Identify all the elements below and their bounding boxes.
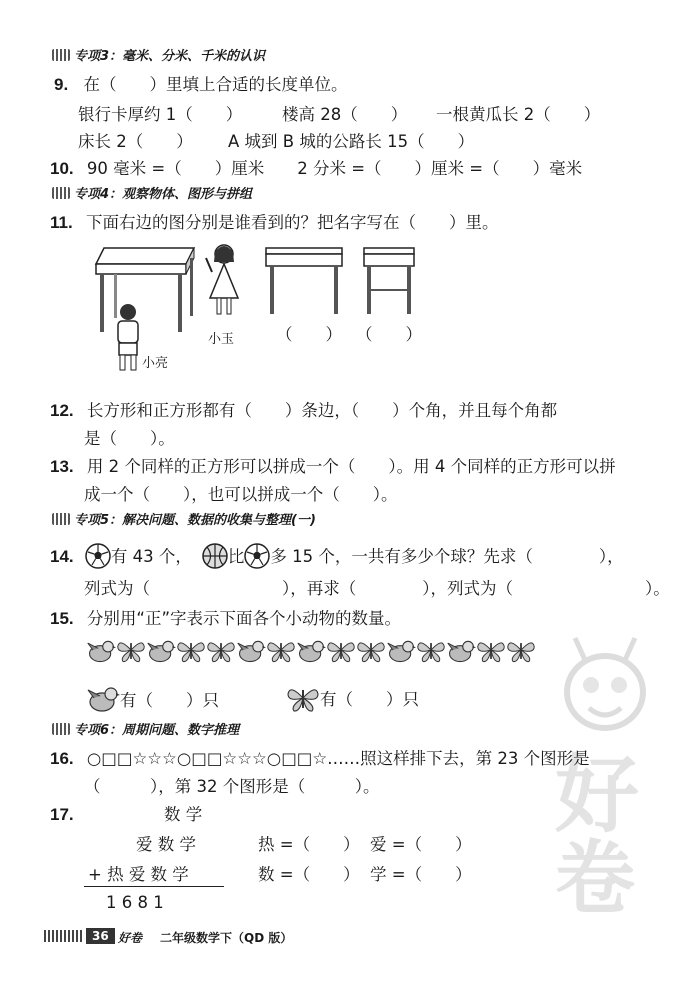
section-header-5 — [52, 512, 316, 530]
basketball-icon — [202, 543, 228, 569]
q13-line-2: 成一个（ ），也可以拼成一个（ ）。 — [84, 485, 398, 504]
question-text: 90 毫米 =（ ）厘米 2 分米 =（ ）厘米 =（ ）毫米 — [86, 159, 583, 178]
bird-icon — [446, 636, 476, 666]
question-number: 17. — [50, 805, 74, 824]
butterfly-icon — [326, 636, 356, 666]
q9-item-1: 银行卡厚约 1（ ） — [78, 105, 243, 124]
question-line-1: ○□□☆☆☆○□□☆☆☆○□□☆……照这样排下去，第 23 个图形是 — [86, 749, 590, 768]
butterfly-icon — [416, 636, 446, 666]
q14-line-2: 列式为（ ），再求（ ），列式为（ ）。 — [84, 579, 670, 598]
q11-figure — [84, 240, 524, 370]
section-header-4 — [52, 186, 252, 204]
puzzle-result: 1 6 8 1 — [106, 893, 164, 912]
section-header-3 — [52, 48, 265, 66]
question-number: 14. — [50, 547, 74, 566]
question-number: 10. — [50, 159, 74, 178]
answer-re: 热 =（ ） — [258, 835, 360, 854]
butterfly-icon — [206, 636, 236, 666]
butterfly-icon — [476, 636, 506, 666]
bird-count-text: 有（ ）只 — [120, 691, 219, 710]
butterfly-icon — [176, 636, 206, 666]
desk-side-icon — [362, 246, 416, 316]
question-number: 12. — [50, 401, 74, 420]
question-stem: 分别用“正”字表示下面各个小动物的数量。 — [86, 609, 401, 628]
footer — [44, 926, 304, 948]
butterfly-count-text: 有（ ）只 — [320, 690, 419, 709]
watermark-char-1: 好 — [555, 745, 640, 844]
q12-line-2: 是（ ）。 — [84, 429, 175, 448]
watermark-char-2: 卷 — [555, 831, 635, 925]
blank-2: （ ） — [356, 325, 422, 344]
question-9 — [54, 74, 347, 96]
answer-ai: 爱 =（ ） — [370, 835, 472, 854]
name-girl: 小玉 — [208, 332, 235, 347]
section-icon — [52, 49, 70, 61]
q14-part-2: 比 — [227, 547, 245, 566]
question-line-1: 长方形和正方形都有（ ）条边，（ ）个角，并且每个角都 — [86, 401, 558, 420]
girl-icon — [204, 240, 244, 320]
question-15 — [50, 608, 401, 630]
q9-item-2: 楼高 28（ ） — [282, 105, 408, 124]
section-title: 专项5：解决问题、数据的收集与整理(一) — [74, 513, 316, 528]
section-header-6 — [52, 722, 239, 740]
butterfly-icon — [356, 636, 386, 666]
section-title: 专项6：周期问题、数字推理 — [74, 723, 240, 738]
question-number: 16. — [50, 749, 74, 768]
question-16 — [50, 748, 590, 770]
bird-icon — [86, 636, 116, 666]
section-title: 专项4：观察物体、图形与拼组 — [74, 187, 253, 202]
bird-icon — [86, 684, 120, 714]
question-12 — [50, 400, 557, 422]
question-stem: 下面右边的图分别是谁看到的？把名字写在（ ）里。 — [85, 213, 499, 232]
question-number: 15. — [50, 609, 74, 628]
question-number: 11. — [50, 213, 73, 232]
puzzle-row-1: 数 学 — [164, 805, 203, 824]
question-number: 9. — [54, 75, 69, 94]
bird-icon — [236, 636, 266, 666]
q14-part-3: 多 15 个，一共有多少个球？先求（ ）， — [270, 547, 624, 566]
section-title: 专项3：毫米、分米、千米的认识 — [74, 49, 266, 64]
question-17 — [50, 804, 74, 826]
bird-icon — [146, 636, 176, 666]
q9-item-4: 床长 2（ ） — [78, 132, 193, 151]
question-line-1: 用 2 个同样的正方形可以拼成一个（ ）。用 4 个同样的正方形可以拼 — [86, 457, 616, 476]
q15-answer-bird — [86, 684, 219, 714]
q15-answer-butterfly — [286, 684, 419, 712]
soccer-ball-icon — [244, 543, 270, 569]
question-13 — [50, 456, 616, 478]
butterfly-icon — [286, 684, 320, 712]
butterfly-icon — [116, 636, 146, 666]
puzzle-row-3: + 热 爱 数 学 — [88, 865, 189, 884]
animal-sequence — [86, 636, 546, 670]
q9-item-5: A 城到 B 城的公路长 15（ ） — [228, 132, 475, 151]
bird-icon — [386, 636, 416, 666]
q9-item-3: 一根黄瓜长 2（ ） — [436, 105, 601, 124]
footer-stripes — [44, 930, 82, 942]
section-icon — [52, 187, 70, 199]
bird-icon — [296, 636, 326, 666]
blank-1: （ ） — [276, 325, 342, 344]
mascot-icon — [545, 630, 665, 760]
question-11 — [50, 212, 498, 234]
footer-book-title: 二年级数学下（QD 版） — [160, 931, 293, 945]
answer-shu: 数 =（ ） — [258, 865, 360, 884]
question-stem: 在（ ）里填上合适的长度单位。 — [83, 75, 348, 94]
name-boy: 小亮 — [142, 356, 169, 371]
question-14 — [50, 543, 624, 569]
soccer-ball-icon — [85, 543, 111, 569]
page-number: 36 — [86, 928, 115, 944]
watermark — [540, 630, 670, 930]
desk-front-icon — [264, 246, 344, 316]
question-number: 13. — [50, 457, 74, 476]
q14-part-1: 有 43 个， — [110, 547, 192, 566]
question-10 — [50, 158, 582, 180]
section-icon — [52, 513, 70, 525]
footer-brand: 好卷 — [118, 931, 143, 945]
puzzle-row-2: 爱 数 学 — [136, 835, 196, 854]
section-icon — [52, 723, 70, 735]
q16-line-2: （ ），第 32 个图形是（ ）。 — [84, 777, 380, 796]
butterfly-icon — [506, 636, 536, 666]
butterfly-icon — [266, 636, 296, 666]
sum-line — [84, 886, 224, 887]
answer-xue: 学 =（ ） — [370, 865, 472, 884]
